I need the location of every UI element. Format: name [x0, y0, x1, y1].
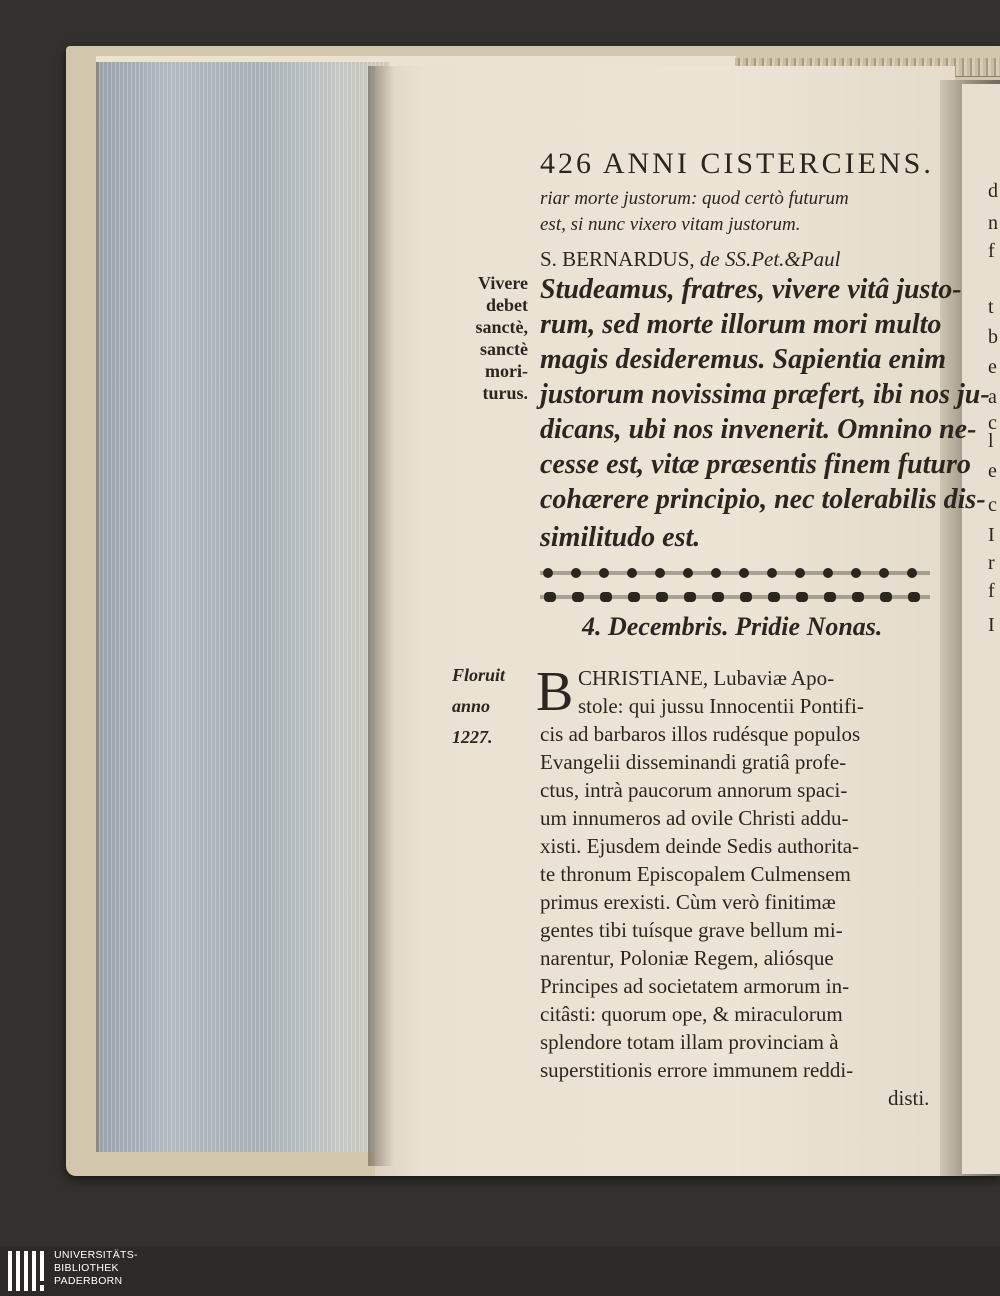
facing-page-letter: f — [988, 580, 995, 602]
body-line: ctus, intrà paucorum annorum spaci- — [540, 778, 848, 802]
library-logo-text — [54, 1249, 138, 1288]
quote-line: cohærere principio, nec tolerabilis dis- — [540, 484, 986, 515]
body-line: citâsti: quorum ope, & miraculorum — [540, 1002, 843, 1026]
quote-line: magis desideremus. Sapientia enim — [540, 344, 947, 375]
logo-line: BIBLIOTHEK — [54, 1262, 119, 1274]
body-line: superstitionis errore immunem reddi- — [540, 1058, 854, 1082]
citation-source: de SS.Pet.&Paul — [699, 247, 841, 271]
sidenote-line: anno — [452, 696, 491, 716]
body-line: xisti. Ejusdem deinde Sedis authorita- — [540, 834, 860, 858]
quote-line: Studeamus, fratres, vivere vitâ justo- — [540, 274, 962, 305]
facing-page-letter: c — [988, 412, 997, 434]
page-block-edge — [96, 62, 389, 1152]
facing-page-letter: f — [988, 240, 995, 262]
sidenote-line: Vivere — [478, 273, 528, 293]
sidenote-line: sanctè, — [475, 317, 528, 337]
body-line: um innumeros ad ovile Christi addu- — [540, 806, 849, 830]
body-line: disti. — [888, 1086, 930, 1110]
body-line: splendore totam illam provinciam à — [540, 1030, 839, 1054]
drop-cap: B — [536, 661, 574, 723]
ornament-band — [540, 566, 930, 580]
citation — [540, 247, 840, 272]
footer-bar — [0, 1246, 1000, 1296]
facing-page-letter: r — [988, 552, 995, 574]
facing-page-letter: I — [988, 614, 995, 636]
facing-page-letter: l — [988, 430, 994, 452]
facing-page-letter: n — [988, 212, 998, 234]
logo-line: PADERBORN — [54, 1275, 123, 1287]
body-line: gentes tibi tuísque grave bellum mi- — [540, 918, 843, 942]
facing-page-letter: a — [988, 386, 997, 408]
sidenote — [452, 660, 532, 753]
sidenote-line: sanctè — [480, 339, 528, 359]
text-line: riar morte justorum: quod certò futurum — [540, 188, 849, 209]
body-line: CHRISTIANE, Lubaviæ Apo- — [578, 666, 835, 690]
facing-page-letter: c — [988, 494, 997, 516]
body-line: cis ad barbaros illos rudésque populos — [540, 722, 861, 746]
facing-page-letter: I — [988, 524, 995, 546]
facing-page-letter: d — [988, 180, 998, 202]
page-shadow — [368, 66, 394, 1166]
body-line: narentur, Poloniæ Regem, aliósque — [540, 946, 834, 970]
facing-page-letter: t — [988, 296, 994, 318]
facing-page-letter: e — [988, 356, 997, 378]
facing-page-letter: b — [988, 326, 998, 348]
ornament-band — [540, 590, 930, 604]
logo-line: UNIVERSITÄTS- — [54, 1249, 138, 1261]
sidenote-line: debet — [486, 295, 528, 315]
sidenote-line: 1227. — [452, 727, 493, 747]
body-line: stole: qui jussu Innocentii Pontifi- — [578, 694, 864, 718]
text-line: est, si nunc vixero vitam justorum. — [540, 214, 801, 235]
sidenote-line: turus. — [482, 383, 528, 403]
date-heading: 4. Decembris. Pridie Nonas. — [582, 612, 883, 641]
quote-line: cesse est, vitæ præsentis finem futuro — [540, 449, 971, 480]
library-logo-icon — [6, 1249, 52, 1293]
sidenote — [458, 272, 528, 404]
body-line: Principes ad societatem armorum in- — [540, 974, 850, 998]
quote-line: rum, sed morte illorum mori multo — [540, 309, 942, 340]
facing-page-letter: e — [988, 460, 997, 482]
quote-line: dicans, ubi nos invenerit. Omnino ne- — [540, 414, 977, 445]
quote-line: similitudo est. — [540, 522, 701, 553]
body-line: Evangelii disseminandi gratiâ profe- — [540, 750, 847, 774]
sidenote-line: Floruit — [452, 665, 506, 685]
citation-author: S. BERNARDUS, — [540, 247, 695, 271]
body-line: te thronum Episcopalem Culmensem — [540, 862, 851, 886]
running-head: 426 ANNI CISTERCIENS. — [540, 147, 934, 180]
quote-line: justorum novissima præfert, ibi nos ju- — [540, 379, 990, 410]
sidenote-line: mori- — [485, 361, 528, 381]
body-line: primus erexisti. Cùm verò finitimæ — [540, 890, 836, 914]
